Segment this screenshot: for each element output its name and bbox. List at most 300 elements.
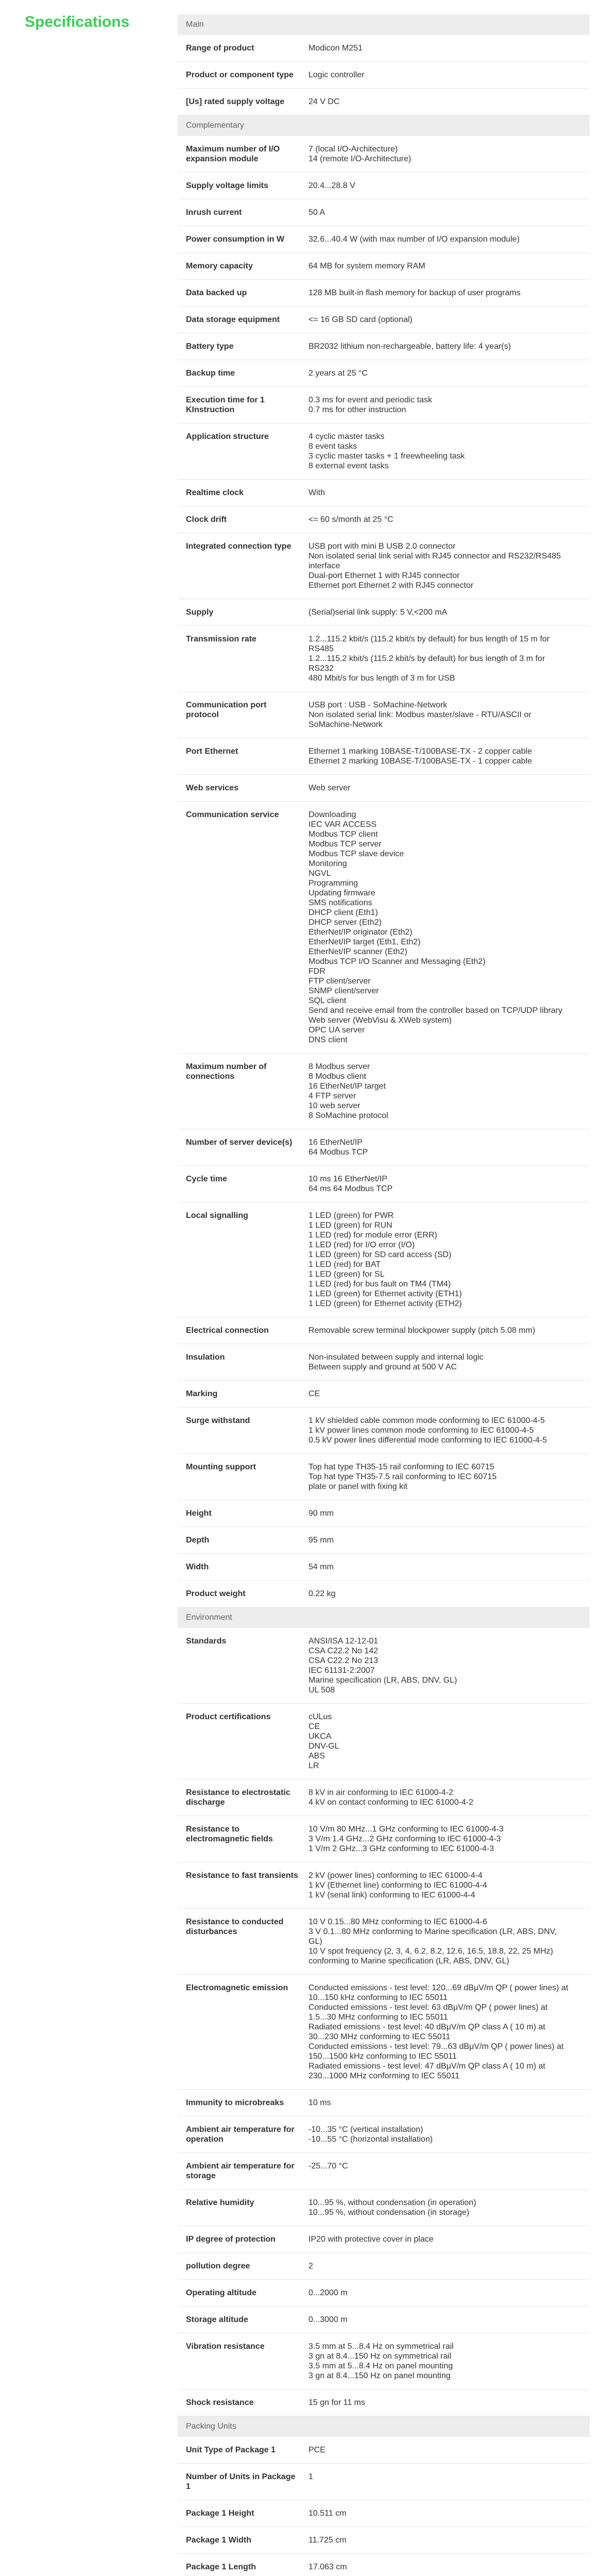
spec-row (178, 35, 590, 62)
spec-value-line: 17.063 cm (308, 2563, 347, 2571)
spec-value-line: 4 cyclic master tasks (308, 432, 385, 441)
spec-row (178, 2437, 590, 2464)
spec-value-line: 1 LED (green) for Ethernet activity (ETH1) (308, 1290, 462, 1298)
spec-value-line: 1 LED (green) for SD card access (SD) (308, 1250, 452, 1259)
spec-value-line: 15 gn for 11 ms (308, 2398, 365, 2407)
spec-row (178, 387, 590, 423)
spec-value-line: CSA C22.2 No 142 (308, 1647, 379, 1655)
spec-value (308, 541, 590, 590)
spec-value (308, 1352, 590, 1372)
spec-label: Memory capacity (186, 262, 253, 270)
spec-value-line: Removable screw terminal blockpower supply (pitch 5.08 mm) (308, 1326, 536, 1335)
spec-value-line: -10...55 °C (horizontal installation) (308, 2135, 433, 2144)
spec-row (178, 1909, 590, 1975)
section-header: Packing Units (178, 2416, 590, 2437)
spec-value (308, 1636, 590, 1695)
spec-label: Vibration resistance (186, 2342, 265, 2351)
spec-value (308, 43, 590, 53)
spec-value-line: 10...95 %, without condensation (in operation) (308, 2198, 476, 2207)
spec-label: Product certifications (186, 1713, 271, 1721)
spec-row (178, 2500, 590, 2527)
spec-row (178, 626, 590, 692)
spec-value-line: IEC VAR ACCESS (308, 820, 377, 829)
spec-label: Execution time for 1 KInstruction (186, 396, 265, 414)
spec-value (308, 2288, 590, 2298)
spec-value (308, 2398, 590, 2408)
spec-value-line: Programming (308, 879, 358, 888)
spec-value-line: EtherNet/IP scanner (Eth2) (308, 947, 407, 956)
spec-value (308, 1589, 590, 1599)
spec-label: Resistance to conducted disturbances (186, 1918, 284, 1936)
spec-label: Local signalling (186, 1211, 248, 1220)
spec-label: Number of server device(s) (186, 1138, 293, 1147)
spec-label: Communication service (186, 810, 279, 819)
spec-value (308, 2098, 590, 2108)
spec-label: Supply voltage limits (186, 181, 269, 190)
spec-row (178, 2253, 590, 2280)
spec-value (308, 315, 590, 325)
spec-value-line: Ethernet 1 marking 10BASE-T/100BASE-TX - 2 copper cable (308, 747, 532, 756)
spec-row (178, 692, 590, 738)
spec-row (178, 226, 590, 253)
spec-value-line: 1 kV shielded cable common mode conforming to IEC 61000-4-5 (308, 1416, 545, 1425)
spec-row (178, 2307, 590, 2333)
spec-row (178, 2226, 590, 2253)
spec-label: Height (186, 1509, 212, 1518)
spec-label: IP degree of protection (186, 2235, 276, 2244)
spec-value-line: 10 ms 16 EtherNet/IP (308, 1175, 387, 1183)
spec-label: Depth (186, 1536, 210, 1545)
spec-value (308, 2445, 590, 2455)
spec-value (308, 234, 590, 244)
spec-value-line: 1 V/m 2 GHz...3 GHz conforming to IEC 61000-4-3 (308, 1844, 494, 1853)
spec-label: Relative humidity (186, 2198, 254, 2207)
spec-value-line: BR2032 lithium non-rechargeable, battery life: 4 year(s) (308, 342, 511, 351)
spec-row (178, 307, 590, 333)
spec-value (308, 1562, 590, 1572)
spec-value-line: 24 V DC (308, 97, 340, 106)
spec-value-line: 4 FTP server (308, 1092, 356, 1100)
spec-row (178, 1704, 590, 1780)
spec-value-line: 0...2000 m (308, 2289, 348, 2297)
spec-value-line: Radiated emissions - test level: 47 dBμV/m QP class A ( 10 m) at 230...1000 MHz conforming to IEC 55011 (308, 2062, 545, 2080)
spec-row (178, 2389, 590, 2416)
spec-value-line: 20.4...28.8 V (308, 181, 355, 190)
section-header: Complementary (178, 115, 590, 136)
spec-value-line: 2 years at 25 °C (308, 369, 368, 378)
spec-label: Unit Type of Package 1 (186, 2446, 276, 2454)
spec-value-line: 64 ms 64 Modbus TCP (308, 1184, 393, 1193)
spec-value-line: 128 MB built-in flash memory for backup of user programs (308, 289, 521, 297)
spec-value-line: 4 kV on contact conforming to IEC 61000-4-2 (308, 1798, 474, 1807)
spec-row (178, 360, 590, 387)
spec-row (178, 173, 590, 199)
spec-row (178, 423, 590, 480)
spec-value-line: 1 LED (red) for bus fault on TM4 (TM4) (308, 1280, 451, 1289)
spec-value-line: LR (308, 1761, 319, 1770)
spec-label: Mounting support (186, 1463, 256, 1471)
spec-label: Ambient air temperature for storage (186, 2162, 295, 2180)
spec-value (308, 261, 590, 271)
spec-label: Storage altitude (186, 2315, 248, 2324)
spec-value-line: PCE (308, 2446, 325, 2454)
spec-value-line: 1 LED (red) for BAT (308, 1260, 381, 1269)
spec-value (308, 1509, 590, 1518)
spec-value-line: Updating firmware (308, 889, 375, 897)
spec-value (308, 810, 590, 1045)
spec-row (178, 1581, 590, 1607)
spec-value-line: <= 16 GB SD card (optional) (308, 315, 413, 324)
spec-value-line: 0.22 kg (308, 1589, 336, 1598)
spec-value-line: 0.7 ms for other instruction (308, 405, 406, 414)
spec-value-line: Conducted emissions - test level: 120...69 dBμV/m QP ( power lines) at 10...150 kHz conforming to IEC 55011 (308, 1984, 569, 2002)
spec-row (178, 1975, 590, 2090)
spec-row (178, 1166, 590, 1202)
spec-label: Package 1 Length (186, 2563, 256, 2571)
spec-label: Resistance to electromagnetic fields (186, 1825, 273, 1843)
spec-value-line: UL 508 (308, 1686, 335, 1694)
spec-value-line: 8 event tasks (308, 442, 357, 451)
spec-value-line: With (308, 488, 325, 497)
spec-value-line: 54 mm (308, 1563, 334, 1571)
spec-value (308, 747, 590, 766)
spec-value-line: 1.2...115.2 kbit/s (115.2 kbit/s by default) for bus length of 3 m for RS232 (308, 654, 545, 673)
spec-value-line: 1 kV power lines common mode conforming to IEC 61000-4-5 (308, 1426, 534, 1435)
spec-value (308, 1535, 590, 1545)
spec-value-line: 1 LED (green) for PWR (308, 1211, 394, 1220)
spec-value (308, 1138, 590, 1157)
section-header: Environment (178, 1607, 590, 1628)
spec-label: Clock drift (186, 515, 227, 524)
spec-label: Port Ethernet (186, 747, 238, 756)
spec-row (178, 1862, 590, 1909)
page-title: Specifications (25, 13, 130, 30)
spec-row (178, 1780, 590, 1816)
spec-value-line: 480 Mbit/s for bus length of 3 m for USB (308, 674, 455, 683)
spec-value-line: DHCP server (Eth2) (308, 918, 382, 927)
spec-value (308, 700, 590, 730)
spec-value-line: DNV-GL (308, 1742, 339, 1751)
spec-value-line: 1 LED (green) for RUN (308, 1221, 392, 1230)
spec-label: Integrated connection type (186, 542, 291, 551)
spec-label: Product weight (186, 1589, 246, 1598)
spec-value-line: 0.5 kV power lines differential mode conforming to IEC 61000-4-5 (308, 1436, 547, 1445)
spec-row (178, 62, 590, 89)
spec-row (178, 2527, 590, 2554)
spec-label: Realtime clock (186, 488, 244, 497)
spec-value (308, 1983, 590, 2081)
spec-value-line: Non-insulated between supply and internal logic (308, 1353, 484, 1362)
spec-value-line: 32.6...40.4 W (with max number of I/O expansion module) (308, 235, 520, 244)
spec-label: Web services (186, 784, 238, 792)
spec-row (178, 2190, 590, 2226)
spec-value-line: OPC UA server (308, 1026, 365, 1035)
spec-value-line: 8 external event tasks (308, 462, 389, 470)
spec-value (308, 342, 590, 351)
spec-value-line: 16 EtherNet/IP (308, 1138, 363, 1147)
spec-value-line: Top hat type TH35-7.5 rail conforming to IEC 60715 (308, 1472, 497, 1481)
spec-row (178, 1500, 590, 1527)
spec-value-line: EtherNet/IP originator (Eth2) (308, 928, 413, 937)
spec-label: Cycle time (186, 1175, 228, 1183)
spec-label: Backup time (186, 369, 235, 378)
spec-value (308, 1211, 590, 1309)
spec-value (308, 2535, 590, 2545)
spec-value-line: USB port : USB - SoMachine-Network (308, 701, 448, 709)
spec-value-line: 64 Modbus TCP (308, 1148, 368, 1157)
spec-row (178, 1527, 590, 1554)
spec-value (308, 783, 590, 793)
spec-value (308, 181, 590, 191)
spec-label: Operating altitude (186, 2289, 256, 2297)
spec-value (308, 97, 590, 107)
spec-value-line: 7 (local I/O-Architecture) (308, 145, 398, 154)
spec-row (178, 2090, 590, 2116)
spec-label: Range of product (186, 44, 254, 53)
spec-label: Number of Units in Package 1 (186, 2472, 296, 2491)
spec-value-line: 3.5 mm at 5...8.4 Hz on panel mounting (308, 2362, 453, 2370)
spec-value-line: Modbus TCP client (308, 830, 378, 839)
spec-value-line: 10 ms (308, 2098, 331, 2107)
section-header: Main (178, 14, 590, 35)
spec-value-line: 8 Modbus client (308, 1072, 367, 1081)
spec-value-line: 8 Modbus server (308, 1062, 370, 1071)
spec-label: Standards (186, 1637, 227, 1646)
spec-row (178, 1628, 590, 1704)
spec-label: Ambient air temperature for operation (186, 2125, 295, 2144)
spec-value (308, 144, 590, 164)
spec-row (178, 775, 590, 802)
spec-row (178, 1317, 590, 1344)
spec-value-line: 0...3000 m (308, 2315, 348, 2324)
spec-value-line: 3 gn at 8.4...150 Hz on symmetrical rail (308, 2352, 452, 2361)
spec-row (178, 1129, 590, 1166)
spec-value-line: (Serial)serial link supply: 5 V,<200 mA (308, 608, 448, 617)
spec-label: Package 1 Width (186, 2536, 252, 2545)
spec-value-line: 14 (remote I/O-Architecture) (308, 155, 411, 163)
spec-row (178, 2554, 590, 2576)
spec-value-line: Monitoring (308, 859, 347, 868)
spec-value (308, 1824, 590, 1854)
spec-row (178, 89, 590, 115)
spec-label: Inrush current (186, 208, 242, 217)
spec-value (308, 1389, 590, 1399)
spec-value-line: 1 kV (Ethernet line) conforming to IEC 61000-4-4 (308, 1881, 487, 1890)
spec-label: Data backed up (186, 289, 247, 297)
spec-value (308, 634, 590, 683)
spec-value-line: 10 V 0.15...80 MHz conforming to IEC 61000-4-6 (308, 1918, 487, 1926)
spec-value (308, 1871, 590, 1900)
spec-label: Application structure (186, 432, 269, 441)
spec-row (178, 1344, 590, 1381)
spec-row (178, 1454, 590, 1500)
spec-value-line: 0.3 ms for event and periodic task (308, 396, 433, 404)
spec-value-line: 10...95 %, without condensation (in storage) (308, 2208, 470, 2217)
spec-row (178, 1054, 590, 1129)
spec-value (308, 2562, 590, 2572)
spec-value-line: 16 EtherNet/IP target (308, 1082, 386, 1091)
spec-row (178, 599, 590, 626)
spec-row (178, 2116, 590, 2153)
spec-row (178, 480, 590, 506)
spec-label: Resistance to fast transients (186, 1871, 298, 1880)
spec-label: Insulation (186, 1353, 225, 1362)
spec-value-line: ABS (308, 1752, 325, 1760)
spec-value-line: 1.2...115.2 kbit/s (115.2 kbit/s by default) for bus length of 15 m for RS485 (308, 635, 550, 653)
spec-value-line: Web server (308, 784, 351, 792)
spec-value (308, 395, 590, 415)
spec-row (178, 2464, 590, 2500)
spec-label: Electromagnetic emission (186, 1984, 288, 1992)
spec-value (308, 2315, 590, 2325)
spec-row (178, 333, 590, 360)
spec-label: [Us] rated supply voltage (186, 97, 285, 106)
spec-value (308, 1712, 590, 1771)
spec-row (178, 506, 590, 533)
spec-row (178, 802, 590, 1054)
spec-value-line: Ethernet 2 marking 10BASE-T/100BASE-TX - 1 copper cable (308, 757, 532, 766)
spec-value-line: Non isolated serial link serial with RJ45 connector and RS232/RS485 interface (308, 552, 561, 570)
spec-label: Immunity to microbreaks (186, 2098, 284, 2107)
spec-value-line: 10 V spot frequency (2, 3, 4, 6.2, 8.2, 12.6, 16.5, 18.8, 22, 25 MHz) conforming to Marine specification (LR, ABS, DNV, GL) (308, 1947, 553, 1965)
spec-value-line: Marine specification (LR, ABS, DNV, GL) (308, 1676, 457, 1685)
spec-label: Width (186, 1563, 209, 1571)
spec-row (178, 1408, 590, 1454)
spec-value-line: CE (308, 1389, 320, 1398)
spec-label: Communication port protocol (186, 701, 267, 719)
spec-value-line: EtherNet/IP target (Eth1, Eth2) (308, 938, 421, 946)
spec-value-line: 3 V/m 1.4 GHz...2 GHz conforming to IEC 61000-4-3 (308, 1835, 501, 1843)
spec-value-line: Ethernet port Ethernet 2 with RJ45 connector (308, 581, 474, 590)
spec-row (178, 1202, 590, 1317)
spec-row (178, 1816, 590, 1862)
spec-value-line: SQL client (308, 996, 347, 1005)
spec-row (178, 136, 590, 173)
spec-value (308, 1788, 590, 1807)
spec-row (178, 199, 590, 226)
spec-label: Electrical connection (186, 1326, 269, 1335)
spec-label: Product or component type (186, 71, 294, 79)
spec-value-line: 1 LED (red) for I/O error (I/O) (308, 1241, 415, 1249)
spec-value-line: 3 gn at 8.4...150 Hz on panel mounting (308, 2371, 451, 2380)
spec-label: pollution degree (186, 2262, 250, 2270)
spec-value-line: SNMP client/server (308, 987, 379, 995)
spec-value (308, 70, 590, 80)
spec-value-line: 3 V 0.1...80 MHz conforming to Marine specification (LR, ABS, DNV, GL) (308, 1927, 557, 1946)
spec-value-line: Conducted emissions - test level: 79...63 dBμV/m QP ( power lines) at 150...1500 kHz conforming to IEC 55011 (308, 2042, 564, 2061)
spec-value-line: Radiated emissions - test level: 40 dBμV/m QP class A ( 10 m) at 30...230 MHz conforming to IEC 55011 (308, 2023, 545, 2041)
spec-value (308, 607, 590, 617)
spec-label: Package 1 Height (186, 2509, 254, 2518)
spec-value-line: Modbus TCP I/O Scanner and Messaging (Eth2) (308, 957, 486, 966)
spec-value-line: FDR (308, 967, 325, 976)
spec-value (308, 2234, 590, 2244)
spec-label: Transmission rate (186, 635, 256, 643)
spec-label: Marking (186, 1389, 218, 1398)
spec-row (178, 280, 590, 307)
spec-value-line: IP20 with protective cover in place (308, 2235, 434, 2244)
spec-value (308, 1326, 590, 1335)
spec-value-line: <= 60 s/month at 25 °C (308, 515, 393, 524)
spec-value (308, 2472, 590, 2492)
spec-value-line: Modicon M251 (308, 44, 363, 53)
spec-label: Power consumption in W (186, 235, 285, 244)
spec-value (308, 2509, 590, 2518)
spec-row (178, 253, 590, 280)
spec-value (308, 1462, 590, 1492)
spec-value-line: 3 cyclic master tasks + 1 freewheeling task (308, 452, 465, 461)
spec-value-line: Send and receive email from the controller based on TCP/UDP library (308, 1006, 562, 1015)
spec-value-line: 1 LED (red) for module error (ERR) (308, 1231, 437, 1240)
spec-label: Resistance to electrostatic discharge (186, 1788, 290, 1807)
spec-value (308, 2125, 590, 2144)
spec-value (308, 2161, 590, 2181)
spec-value (308, 1416, 590, 1445)
spec-value (308, 2198, 590, 2217)
spec-value-line: CE (308, 1722, 320, 1731)
spec-value-line: Logic controller (308, 71, 365, 79)
spec-value-line: 11.725 cm (308, 2536, 347, 2545)
spec-value-line: 2 kV (power lines) conforming to IEC 61000-4-4 (308, 1871, 483, 1880)
spec-value-line: plate or panel with fixing kit (308, 1482, 408, 1491)
spec-value (308, 515, 590, 524)
spec-value-line: Dual-port Ethernet 1 with RJ45 connector (308, 571, 460, 580)
spec-row (178, 738, 590, 775)
spec-value-line: cULus (308, 1713, 332, 1721)
spec-value-line: -25...70 °C (308, 2162, 348, 2171)
spec-value-line: Non isolated serial link: Modbus master/slave - RTU/ASCII or SoMachine-Network (308, 710, 531, 729)
spec-value-line: 10 web server (308, 1101, 360, 1110)
spec-value-line: Conducted emissions - test level: 63 dBμV/m QP ( power lines) at 1.5...30 MHz conforming to IEC 55011 (308, 2003, 548, 2022)
spec-value-line: NGVL (308, 869, 331, 878)
spec-value (308, 488, 590, 498)
spec-value-line: 64 MB for system memory RAM (308, 262, 425, 270)
spec-value (308, 208, 590, 217)
spec-value (308, 1917, 590, 1966)
spec-value (308, 368, 590, 378)
spec-row (178, 1554, 590, 1581)
spec-value-line: CSA C22.2 No 213 (308, 1656, 379, 1665)
spec-value-line: 8 SoMachine protocol (308, 1111, 388, 1120)
spec-value-line: Modbus TCP slave device (308, 850, 404, 858)
spec-value-line: 10 V/m 80 MHz...1 GHz conforming to IEC 61000-4-3 (308, 1825, 504, 1834)
spec-value-line: Downloading (308, 810, 356, 819)
spec-value-line: SMS notifications (308, 899, 372, 907)
spec-row (178, 2153, 590, 2190)
spec-label: Maximum number of connections (186, 1062, 267, 1081)
spec-value-line: Top hat type TH35-15 rail conforming to IEC 60715 (308, 1463, 494, 1471)
spec-row (178, 2333, 590, 2389)
spec-value-line: 1 kV (serial link) conforming to IEC 61000-4-4 (308, 1891, 475, 1900)
spec-value-line: 1 (308, 2472, 313, 2481)
spec-label: Surge withstand (186, 1416, 250, 1425)
spec-label: Supply (186, 608, 214, 617)
spec-value-line: 10.511 cm (308, 2509, 347, 2518)
spec-value-line: ANSI/ISA 12-12-01 (308, 1637, 379, 1646)
spec-value-line: 1 LED (green) for Ethernet activity (ETH2) (308, 1299, 462, 1308)
spec-value (308, 432, 590, 471)
spec-value (308, 2261, 590, 2271)
spec-label: Maximum number of I/O expansion module (186, 145, 280, 163)
specifications-table (178, 14, 590, 2576)
spec-value-line: 95 mm (308, 1536, 334, 1545)
spec-value-line: 3.5 mm at 5...8.4 Hz on symmetrical rail (308, 2342, 454, 2351)
spec-row (178, 2280, 590, 2307)
spec-value-line: Between supply and ground at 500 V AC (308, 1363, 457, 1371)
spec-value-line: Modbus TCP server (308, 840, 382, 849)
spec-value-line: IEC 61131-2:2007 (308, 1666, 375, 1675)
spec-value-line: Web server (WebVisu & XWeb system) (308, 1016, 452, 1025)
